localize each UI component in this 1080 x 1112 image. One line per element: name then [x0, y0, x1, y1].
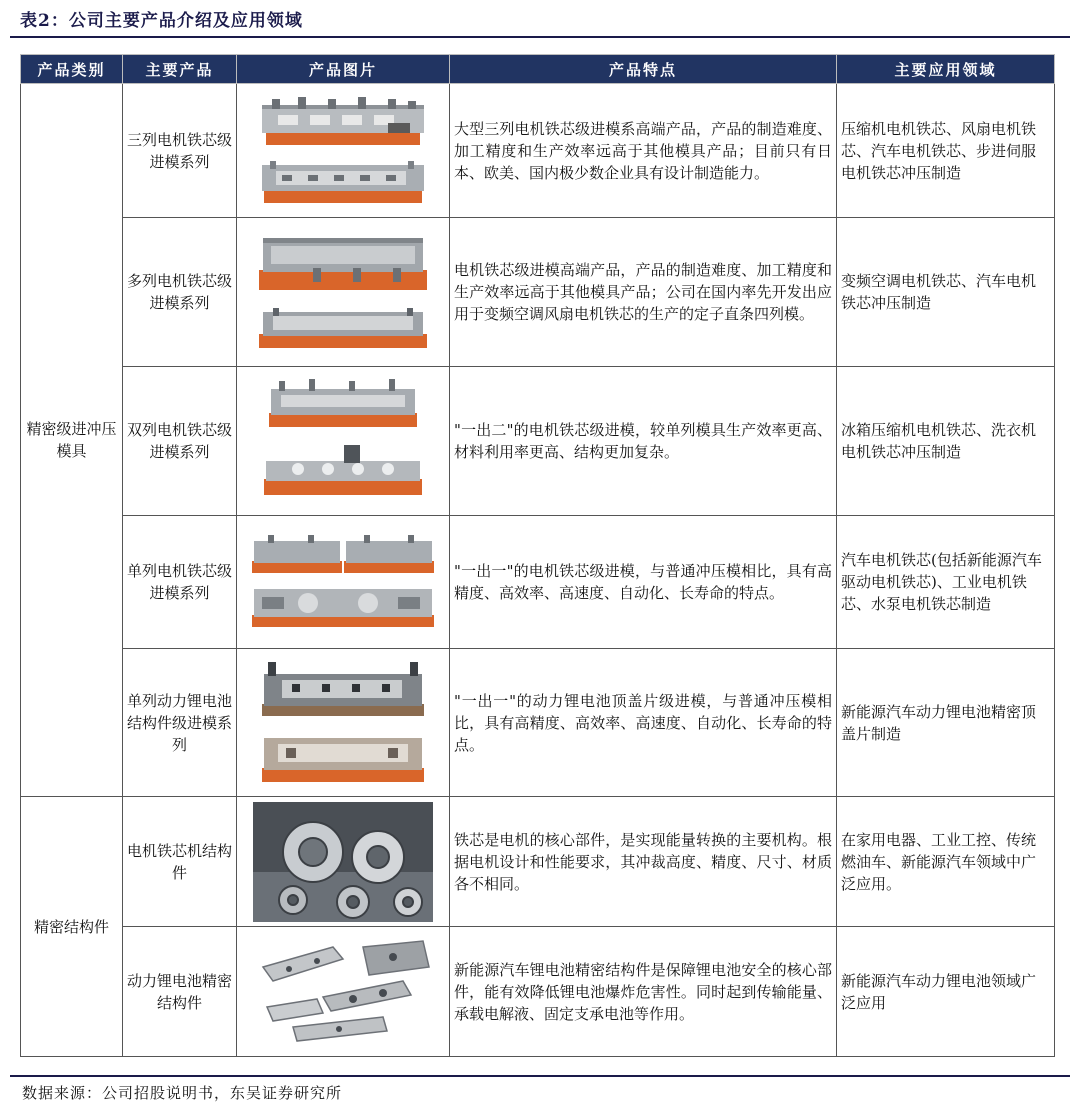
image-cell	[237, 797, 450, 927]
header-feature: 产品特点	[450, 55, 837, 84]
feature-cell: "一出一"的动力锂电池顶盖片级进模，与普通冲压模相比，具有高精度、高效率、高速度、自动化、长寿命的特点。	[450, 649, 837, 797]
image-cell	[237, 927, 450, 1057]
header-application: 主要应用领域	[837, 55, 1055, 84]
table-row	[21, 649, 1055, 797]
three-row-die-image	[258, 95, 428, 151]
application-cell: 新能源汽车动力锂电池领域广泛应用	[837, 927, 1055, 1057]
application-cell: 新能源汽车动力锂电池精密顶盖片制造	[837, 649, 1055, 797]
product-cell: 双列电机铁芯级进模系列	[123, 367, 237, 516]
category-cell: 精密级进冲压模具	[21, 84, 123, 797]
table-row	[21, 367, 1055, 516]
product-cell: 动力锂电池精密结构件	[123, 927, 237, 1057]
header-row	[21, 55, 1055, 84]
image-cell	[237, 218, 450, 367]
feature-cell: 电机铁芯级进模高端产品，产品的制造难度、加工精度和生产效率远高于其他模具产品；公司在国内率先开发出应用于变频空调风扇电机铁芯的生产的定子直条四列模。	[450, 218, 837, 367]
feature-cell: 大型三列电机铁芯级进模系高端产品，产品的制造难度、加工精度和生产效率远高于其他模具产品；目前只有日本、欧美、国内极少数企业具有设计制造能力。	[450, 84, 837, 218]
header-category: 产品类别	[21, 55, 123, 84]
feature-cell: "一出一"的电机铁芯级进模，与普通冲压模相比，具有高精度、高效率、高速度、自动化、长寿命的特点。	[450, 516, 837, 649]
product-table	[20, 54, 1055, 1057]
motor-core-image	[253, 802, 433, 922]
table-title: 表2：公司主要产品介绍及应用领域	[20, 11, 303, 31]
three-row-die-image-lower	[258, 157, 428, 207]
battery-die-image-lower	[258, 728, 428, 786]
feature-cell: 铁芯是电机的核心部件，是实现能量转换的主要机构。根据电机设计和性能要求，其冲裁高度、精度、尺寸、材质各不相同。	[450, 797, 837, 927]
header-product: 主要产品	[123, 55, 237, 84]
feature-cell: "一出二"的电机铁芯级进模，较单列模具生产效率更高、材料利用率更高、结构更加复杂。	[450, 367, 837, 516]
double-row-die-image	[263, 377, 423, 437]
battery-die-image	[258, 660, 428, 722]
product-cell: 三列电机铁芯级进模系列	[123, 84, 237, 218]
application-cell: 压缩机电机铁芯、风扇电机铁芯、汽车电机铁芯、步进伺服电机铁芯冲压制造	[837, 84, 1055, 218]
multi-row-die-image-lower	[253, 304, 433, 354]
image-cell	[237, 649, 450, 797]
product-cell: 电机铁芯机结构件	[123, 797, 237, 927]
title-divider	[10, 36, 1070, 38]
feature-cell: 新能源汽车锂电池精密结构件是保障锂电池安全的核心部件，能有效降低锂电池爆炸危害性。同时起到传输能量、承载电解液、固定支承电池等作用。	[450, 927, 837, 1057]
product-cell: 单列动力锂电池结构件级进模系列	[123, 649, 237, 797]
product-cell: 多列电机铁芯级进模系列	[123, 218, 237, 367]
table-row	[21, 84, 1055, 218]
battery-part-image	[253, 937, 433, 1047]
single-row-die-image-lower	[248, 583, 438, 631]
header-image: 产品图片	[237, 55, 450, 84]
image-cell	[237, 84, 450, 218]
application-cell: 汽车电机铁芯(包括新能源汽车驱动电机铁芯)、工业电机铁芯、水泵电机铁芯制造	[837, 516, 1055, 649]
multi-row-die-image	[253, 230, 433, 298]
application-cell: 在家用电器、工业工控、传统燃油车、新能源汽车领域中广泛应用。	[837, 797, 1055, 927]
table-row	[21, 218, 1055, 367]
application-cell: 变频空调电机铁芯、汽车电机铁芯冲压制造	[837, 218, 1055, 367]
source-note: 数据来源：公司招股说明书，东吴证券研究所	[22, 1084, 343, 1102]
application-cell: 冰箱压缩机电机铁芯、洗衣机电机铁芯冲压制造	[837, 367, 1055, 516]
category-cell: 精密结构件	[21, 797, 123, 1057]
image-cell	[237, 367, 450, 516]
table-row	[21, 516, 1055, 649]
image-cell	[237, 516, 450, 649]
product-cell: 单列电机铁芯级进模系列	[123, 516, 237, 649]
single-row-die-image	[248, 533, 438, 577]
double-row-die-image-lower	[258, 443, 428, 505]
footer-divider	[10, 1075, 1070, 1077]
table-row	[21, 797, 1055, 927]
table-row	[21, 927, 1055, 1057]
